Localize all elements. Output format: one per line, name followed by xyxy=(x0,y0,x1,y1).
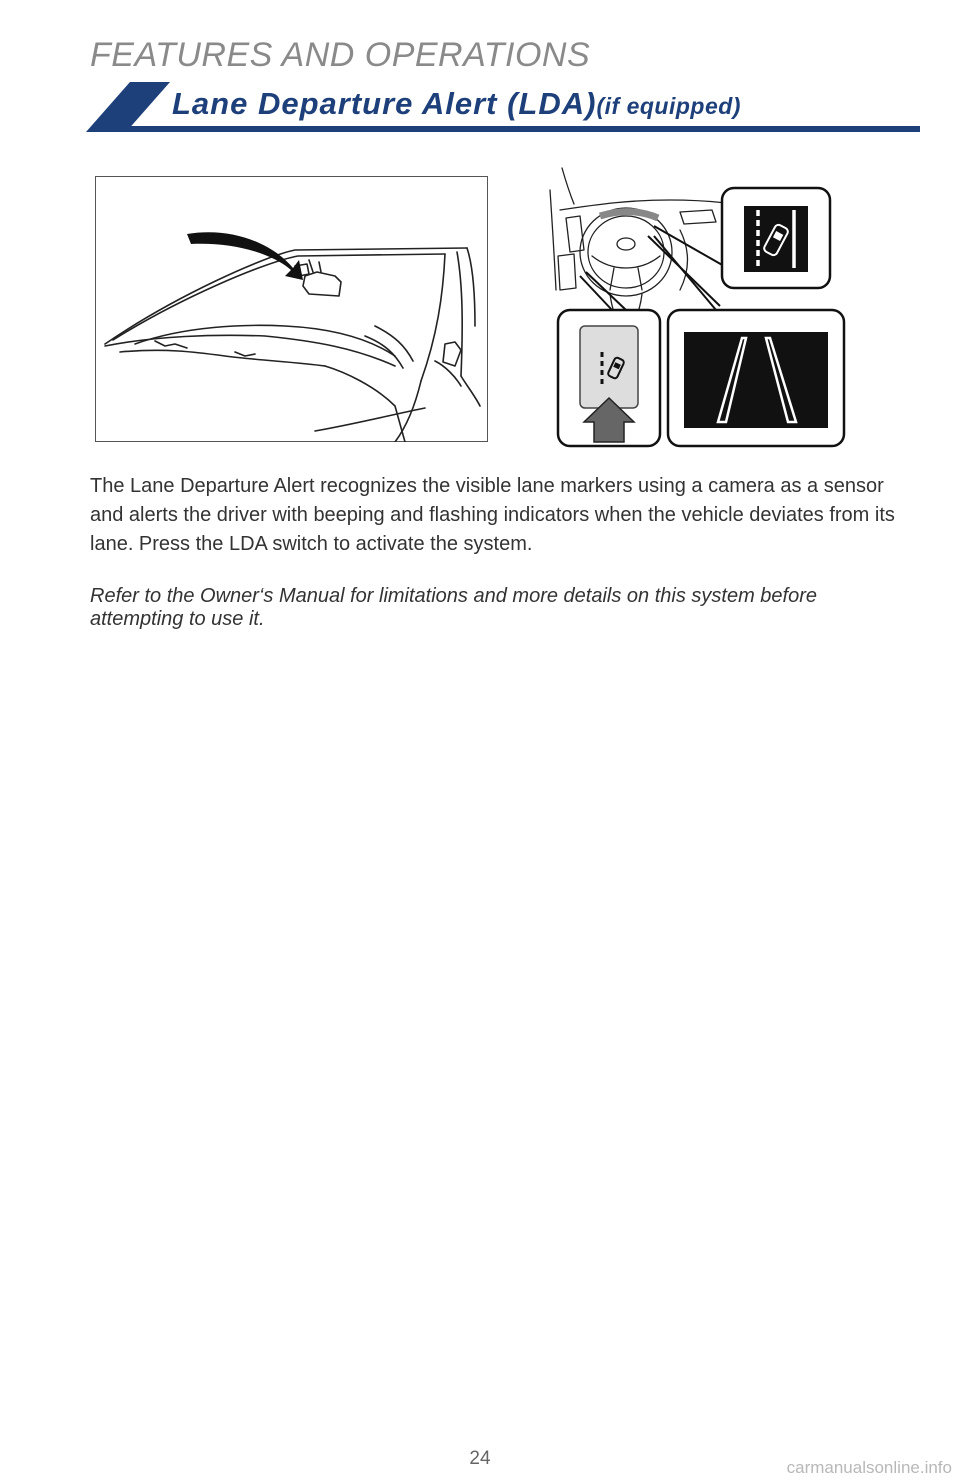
heading-main: Lane Departure Alert (LDA) xyxy=(172,86,597,121)
windshield-camera-drawing xyxy=(95,176,488,442)
section-title: FEATURES AND OPERATIONS xyxy=(90,36,591,74)
cockpit-indicator-illustration xyxy=(540,160,850,452)
page-number: 24 xyxy=(469,1448,491,1469)
feature-heading xyxy=(172,86,741,122)
heading-suffix: (if equipped) xyxy=(596,93,741,119)
cockpit-indicator-drawing xyxy=(540,160,850,452)
description-paragraph: The Lane Departure Alert recognizes the visible lane markers using a camera as a sensor and alerts the driver with beeping and flashing indicators when the vehicle deviates from its lane. Press the LDA switch to activate the system. xyxy=(90,475,895,555)
watermark: carmanualsonline.info xyxy=(786,1458,952,1477)
owners-manual-note: Refer to the Owner‘s Manual for limitations and more details on this system before attempting to use it. xyxy=(90,585,817,630)
windshield-camera-illustration xyxy=(95,176,488,442)
